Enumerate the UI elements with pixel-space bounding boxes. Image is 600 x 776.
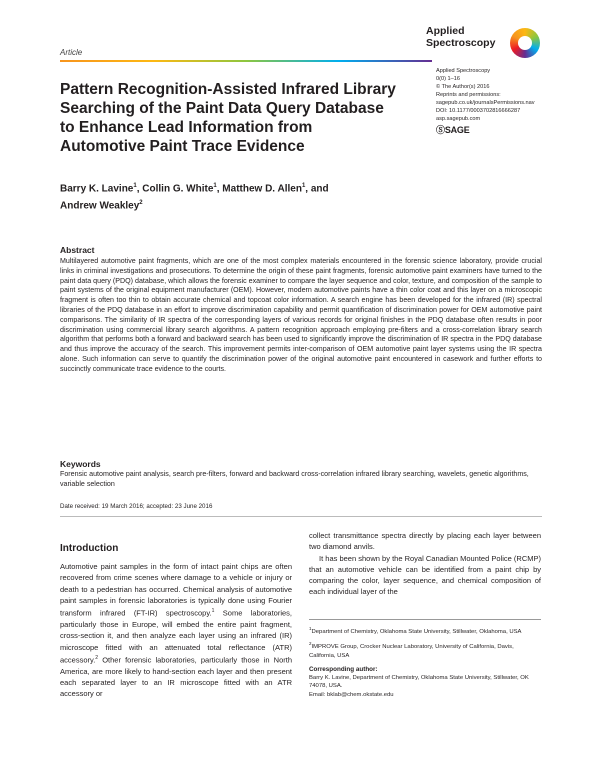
meta-doi[interactable]: DOI: 10.1177/0003702816666287 bbox=[436, 108, 521, 114]
affiliation-text: Department of Chemistry, Oklahoma State University, Stillwater, Oklahoma, USA bbox=[311, 628, 522, 635]
article-title: Pattern Recognition-Assisted Infrared Library Searching of the Paint Data Query Database to Enhance Lead Information from Automotive Paint Trace Evidence bbox=[60, 81, 396, 155]
meta-permissions-link[interactable]: sagepub.co.uk/journalsPermissions.nav bbox=[436, 100, 535, 106]
introduction-heading: Introduction bbox=[60, 543, 119, 554]
meta-journal: Applied Spectroscopy bbox=[436, 68, 491, 74]
journal-name-line2: Spectroscopy bbox=[426, 37, 496, 49]
meta-volume: 0(0) 1–16 bbox=[436, 76, 460, 82]
affiliation-1 bbox=[309, 625, 541, 636]
footnote-divider bbox=[309, 619, 541, 620]
author-separator: , and bbox=[305, 183, 329, 195]
journal-logo bbox=[426, 24, 546, 64]
introduction-right-column bbox=[309, 530, 541, 598]
author-affiliation-mark: 2 bbox=[139, 200, 143, 207]
publisher-name: SAGE bbox=[444, 125, 470, 135]
abstract-heading: Abstract bbox=[60, 245, 95, 255]
author-separator: , bbox=[216, 183, 223, 195]
affiliation-mark: 2 bbox=[309, 641, 312, 647]
author-affiliation-mark: 1 bbox=[133, 183, 137, 189]
intro-text-part: Other forensic laboratories, particularly those in North America, are more likely to hand-section each layer and then present each separated layer to an IR microscope fitted with an ATR accessory or bbox=[60, 655, 292, 699]
introduction-left-column bbox=[60, 561, 292, 700]
meta-copyright: © The Author(s) 2016 bbox=[436, 84, 490, 90]
journal-logo-icon bbox=[510, 28, 540, 58]
journal-name-line1: Applied bbox=[426, 25, 465, 37]
affiliation-mark: 1 bbox=[309, 626, 312, 631]
intro-text-part: Some laboratories, particularly those in Europe, will embed the entire paint fragment, cross-section it, and then analyze each layer using an infrared (IR) microscope fitted with an attenuated total reflectance (ATR) accessory. bbox=[60, 608, 292, 665]
keywords-text: Forensic automotive paint analysis, search pre-filters, forward and backward cross-correlation infrared library searching, wavelets, genetic algorithms, variable selection bbox=[60, 470, 529, 488]
abstract-text: Multilayered automotive paint fragments, which are one of the most complex materials encountered in the forensic science laboratory, provide crucial links in criminal investigations and prosecutions. To determine the origin of these paint fragments, forensic automotive paint examiners have turned to the paint data query (PDQ) database, which allows the forensic examiner to compare the layer sequence and color, texture, and composition of the sample to paint systems of the original equipment manufacturer (OEM). However, modern automotive paints have a thin color coat and this layer on a microscopic fragment is often too thin to obtain accurate chemical and topcoat color information. A search engine has been developed for the infrared (IR) spectral libraries of the PDQ database in an effort to improve discrimination capability and permit quantification of discrimination power for OEM automotive paint comparisons. The similarity of IR spectra of the corresponding layers of various records for original finishes in the PDQ database often results in poor discrimination using commercial library search algorithms. A pattern recognition approach employing pre-filters and a cross-correlation library search algorithm that performs both a forward and backward search has been used to significantly improve the discrimination of IR spectra in the PDQ database and thus improve the accuracy of the search. This improvement permits inter-comparison of OEM automotive paint layer systems using the IR spectra alone. Such information can serve to quantify the discrimination power of the original automotive paint encountered in casework and further efforts to succinctly communicate trace evidence to the courts. bbox=[60, 257, 542, 373]
article-type-label: Article bbox=[60, 48, 83, 57]
author-affiliation-mark: 1 bbox=[301, 183, 306, 189]
header-color-rule bbox=[60, 60, 432, 62]
corresponding-author-heading: Corresponding author: bbox=[309, 665, 378, 673]
intro-paragraph: collect transmittance spectra directly by placing each layer between two diamond anvils. bbox=[309, 531, 541, 552]
citation-mark[interactable]: 2 bbox=[95, 654, 99, 661]
keywords-heading: Keywords bbox=[60, 459, 101, 469]
corresponding-author-address: Barry K. Lavine, Department of Chemistry, Oklahoma State University, Stillwater, OK 74078, USA. bbox=[309, 675, 529, 690]
intro-text-part: Automotive paint samples in the form of intact paint chips are often recovered from crime scenes where damage to a vehicle or injury or death to a pedestrian has occurred. Chemical analysis of automotive paint samples in forensic laboratories is typically done using Fourier transform infrared (FT-IR) spectroscopy. bbox=[60, 562, 292, 618]
author-name: Barry K. Lavine bbox=[60, 183, 134, 195]
footnotes bbox=[309, 625, 541, 699]
publisher-logo bbox=[436, 124, 535, 136]
submission-dates: Date received: 19 March 2016; accepted: 23 June 2016 bbox=[60, 503, 213, 510]
journal-name bbox=[426, 25, 495, 49]
author-list bbox=[60, 179, 420, 214]
section-divider bbox=[60, 516, 542, 517]
corresponding-author-email[interactable]: Email: bklab@chem.okstate.edu bbox=[309, 691, 394, 698]
citation-mark[interactable]: 1 bbox=[211, 608, 215, 615]
author-name: Collin G. White bbox=[142, 183, 214, 195]
author-name: Matthew D. Allen bbox=[222, 183, 302, 195]
publisher-logo-icon: Ⓢ bbox=[436, 125, 445, 135]
author-name: Andrew Weakley bbox=[60, 200, 140, 212]
meta-site-link[interactable]: asp.sagepub.com bbox=[436, 116, 481, 122]
author-affiliation-mark: 1 bbox=[213, 183, 217, 189]
affiliation-text: IMPROVE Group, Crocker Nuclear Laboratory, University of California, Davis, California, USA bbox=[309, 644, 514, 659]
author-separator: , bbox=[136, 183, 143, 195]
publication-meta bbox=[436, 67, 535, 136]
intro-paragraph: It has been shown by the Royal Canadian Mounted Police (RCMP) that an automotive vehicle can be identified from a paint chip by comparing the color, layer sequence, and chemical composition of each individual layer of the bbox=[309, 553, 541, 597]
meta-reprints: Reprints and permissions: bbox=[436, 92, 501, 98]
affiliation-2 bbox=[309, 640, 541, 660]
